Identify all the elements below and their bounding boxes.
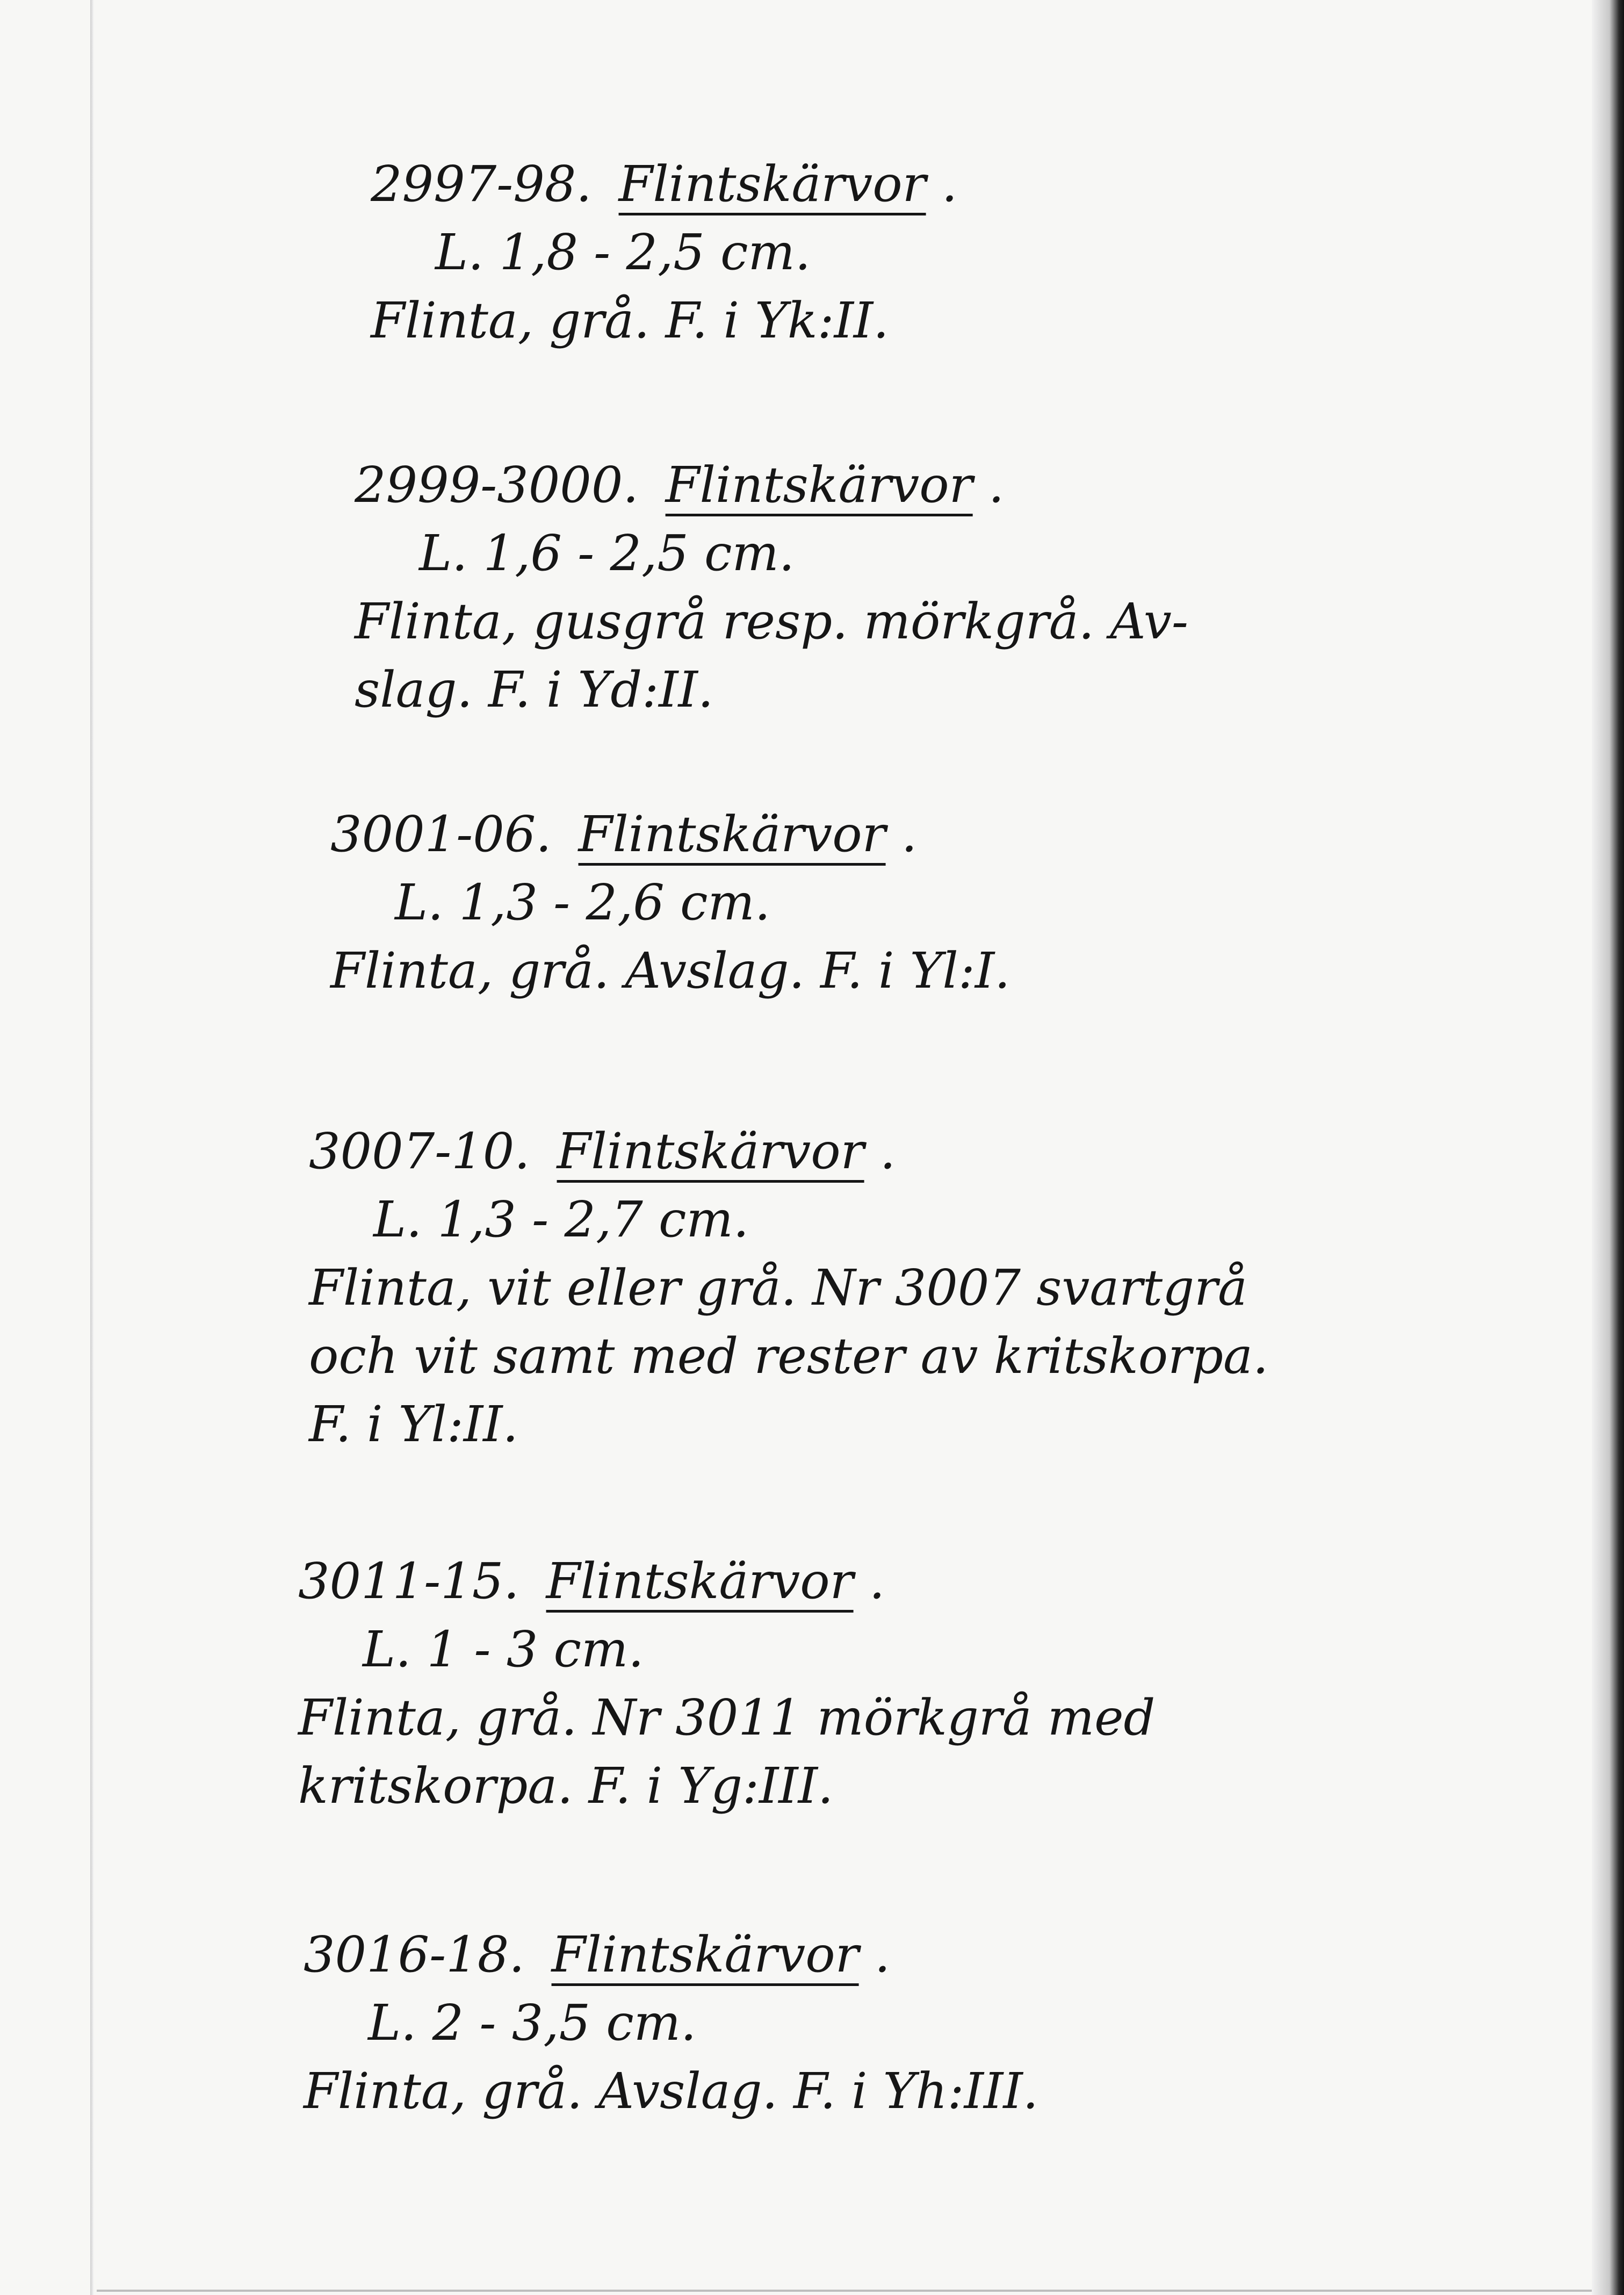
entry-number: 2997-98. xyxy=(371,155,592,213)
entry-line: Flinta, grå. Avslag. F. i Yh:III. xyxy=(304,2062,1038,2120)
catalog-entry xyxy=(304,1921,1038,2126)
entry-heading: 3011-15. Flintskärvor . xyxy=(298,1552,885,1610)
entry-number: 3007-10. xyxy=(309,1123,530,1180)
entry-line: L. 1,3 - 2,6 cm. xyxy=(395,873,771,931)
entry-number: 2999-3000. xyxy=(355,456,639,514)
entry-line: slag. F. i Yd:II. xyxy=(355,660,714,718)
entry-line: L. 1 - 3 cm. xyxy=(363,1620,644,1678)
entry-line: L. 1,3 - 2,7 cm. xyxy=(373,1190,749,1248)
entry-line: och vit samt med rester av kritskorpa. xyxy=(309,1327,1269,1385)
entry-line: L. 2 - 3,5 cm. xyxy=(368,1994,697,2052)
entry-line: L. 1,6 - 2,5 cm. xyxy=(419,524,795,582)
entry-number: 3011-15. xyxy=(298,1552,519,1610)
catalog-entry xyxy=(330,801,1010,1005)
entry-heading: 3016-18. Flintskärvor . xyxy=(304,1926,891,1983)
entry-name: Flintskärvor xyxy=(665,456,973,514)
entry-line: L. 1,8 - 2,5 cm. xyxy=(435,223,811,281)
entry-heading: 2999-3000. Flintskärvor . xyxy=(355,456,1005,514)
catalog-entry xyxy=(298,1548,1155,1821)
entry-name: Flintskärvor xyxy=(551,1926,859,1983)
entry-name: Flintskärvor xyxy=(618,155,926,213)
entry-line: Flinta, vit eller grå. Nr 3007 svartgrå xyxy=(309,1258,1247,1316)
entry-line: F. i Yl:II. xyxy=(309,1395,518,1453)
page-bottom-edge xyxy=(97,2290,1592,2292)
entry-name: Flintskärvor xyxy=(557,1123,864,1180)
entry-line: Flinta, gusgrå resp. mörkgrå. Av- xyxy=(355,592,1188,650)
entry-line: kritskorpa. F. i Yg:III. xyxy=(298,1757,834,1815)
entry-heading: 2997-98. Flintskärvor . xyxy=(371,155,958,213)
entry-heading: 3007-10. Flintskärvor . xyxy=(309,1123,896,1180)
catalog-entry xyxy=(355,451,1188,724)
entry-number: 3016-18. xyxy=(304,1926,525,1983)
entry-line: Flinta, grå. Avslag. F. i Yl:I. xyxy=(330,941,1011,999)
entry-line: Flinta, grå. Nr 3011 mörkgrå med xyxy=(298,1688,1156,1746)
entry-name: Flintskärvor xyxy=(546,1552,854,1610)
catalog-entry xyxy=(309,1118,1268,1459)
book-spine-shadow xyxy=(1592,0,1624,2295)
page-left-edge xyxy=(90,0,93,2295)
entry-number: 3001-06. xyxy=(330,805,552,863)
entry-line: Flinta, grå. F. i Yk:II. xyxy=(371,291,889,349)
catalog-entry xyxy=(371,150,957,355)
entry-name: Flintskärvor xyxy=(578,805,886,863)
entry-heading: 3001-06. Flintskärvor . xyxy=(330,805,918,863)
